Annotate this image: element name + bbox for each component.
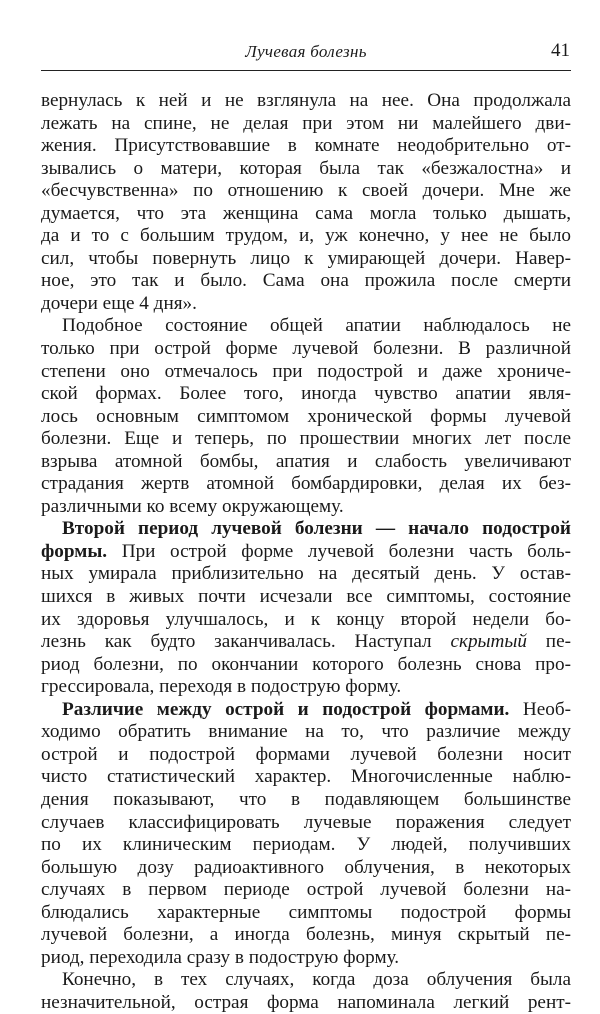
text-line: лось основным симптомом хронической формы лучевой (41, 405, 571, 427)
text-line: дения показывают, что в подавляющем большинстве (41, 788, 571, 810)
text-line: только при острой форме лучевой болезни. В различной (41, 338, 571, 360)
section-heading-end: формы. (41, 540, 108, 562)
text-line: незначительной, острая форма напоминала легкий рент- (41, 991, 571, 1013)
text-line: шихся в живых почти исчезали все симптомы, состояние (41, 586, 571, 608)
text-line: случаев классифицировать лучевые поражения следует (41, 811, 571, 833)
paragraph-start-line: Подобное состояние общей апатии наблюдалось не (62, 315, 571, 337)
text-line: риод болезни, по окончании которого болезнь снова про- (41, 653, 571, 675)
text-line: грессировала, переходя в подострую форму. (41, 676, 402, 698)
paragraph-start-line: Конечно, в тех случаях, когда доза облучения была (62, 969, 571, 991)
text-line: дочери еще 4 дня». (41, 292, 197, 314)
text-line: степени оно отмечалось при подострой и даже хрониче- (41, 360, 571, 382)
page-header (40, 40, 572, 66)
text-line: острой и подострой формами лучевой болезни носит (41, 743, 571, 765)
section-heading-line: Второй период лучевой болезни — начало подострой (62, 518, 571, 540)
text-line: взрыва атомной бомбы, апатия и слабость увеличивают (41, 450, 571, 472)
running-title: Лучевая болезнь (245, 42, 367, 61)
text-line: вернулась к ней и не взглянула на нее. Она продолжала (41, 90, 571, 111)
section-heading-line: Различие между острой и подострой формами. Необ- (62, 698, 571, 720)
text-line: чисто статистический характер. Многочисленные наблю- (41, 766, 571, 788)
text-line: различными ко всему окружающему. (41, 495, 344, 517)
text-line: зывались о матери, которая была так «безжалостна» и (41, 157, 571, 179)
text-line: да и то с большим трудом, и, уж конечно, у нее не было (41, 225, 571, 247)
text-line: риод, переходила сразу в подострую форму. (41, 946, 400, 968)
section-heading: Различие между острой и подострой формами. (62, 698, 510, 720)
text-line: случаях в первом периоде острой лучевой болезни на- (41, 879, 571, 901)
text-line: лежать на спине, не делая при этом ни малейшего дви- (41, 112, 571, 134)
body-text (41, 90, 571, 1014)
text-line: сил, чтобы повернуть лицо к умирающей дочери. Навер- (41, 247, 571, 269)
text-line: по их клиническим периодам. У людей, получивших (41, 834, 571, 856)
text-line: жения. Присутствовавшие в комнате неодобрительно от- (41, 135, 571, 157)
text-line: формы. При острой форме лучевой болезни часть боль- (41, 540, 571, 562)
text-line: лучевой болезни, а иногда болезнь, минуя скрытый пе- (41, 924, 571, 946)
text-line: ской формах. Более того, иногда чувство апатии явля- (41, 383, 571, 405)
text-line: блюдались характерные симптомы подострой формы (41, 901, 571, 923)
text-line: ных умирала приблизительно на десятый день. У остав- (41, 563, 571, 585)
text-line: ходимо обратить внимание на то, что различие между (41, 721, 571, 743)
text-line: лезнь как будто заканчивалась. Наступал скрытый пе- (41, 631, 571, 653)
text-line: их здоровья улучшалось, и к концу второй недели бо- (41, 608, 571, 630)
italic-term: скрытый (450, 631, 527, 653)
text-line: болезни. Еще и теперь, по прошествии многих лет после (41, 428, 571, 450)
text-line: большую дозу радиоактивного облучения, в некоторых (41, 856, 571, 878)
text-line: «бесчувственна» по отношению к своей дочери. Мне же (41, 180, 571, 202)
header-rule (41, 70, 571, 71)
page-number: 41 (551, 40, 570, 61)
text-line: ное, это так и было. Сама она прожила после смерти (41, 270, 571, 292)
text-line: страдания жертв атомной бомбардировки, делая их без- (41, 473, 571, 495)
text-line: думается, что эта женщина сама могла только дышать, (41, 202, 571, 224)
